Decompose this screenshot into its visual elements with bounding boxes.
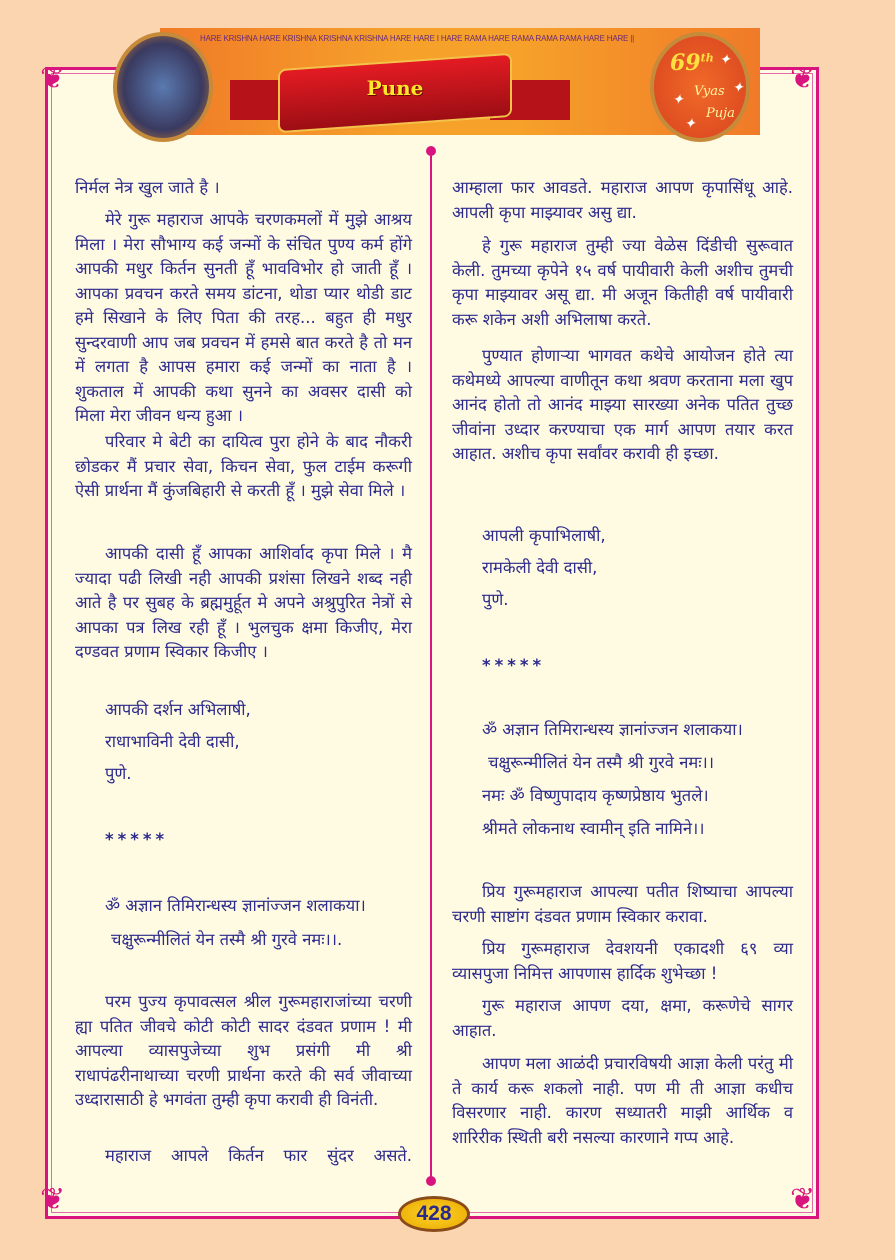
signature-line: पुणे. [105,764,132,783]
deity-image [113,32,213,142]
badge-suffix: th [700,51,714,65]
signature-line: आपकी दर्शन अभिलाषी, [105,700,251,719]
mantra-line: चक्षुरून्मीलितं येन तस्मै श्री गुरवे नमः।।. [111,930,343,949]
divider-dot [426,1176,436,1186]
star-icon: ✦ [684,116,696,132]
mantra-line: चक्षुरून्मीलितं येन तस्मै श्री गुरवे नमः।। [488,753,715,772]
paragraph: हे गुरू महाराज तुम्ही ज्या वेळेस दिंडीची सुरूवात केली. तुमच्या कृपेने १५ वर्ष पायीवारी केली अशीच तुमची कृपा माझ्यावर असू द्या. मी अजून कितीही वर्ष पायीवारी करू शकेन अशी अभिलाषा करते. [452,236,793,329]
paragraph: आपण मला आळंदी प्रचारविषयी आज्ञा केली परंतु मी ते कार्य करू शकलो नाही. पण मी ती आज्ञा कधीच विसरणार नाही. कारण सध्यातरी माझी आर्थिक व शारिरीक स्थिती बरी नसल्या कारणाने गप्प आहे. [452,1054,793,1147]
star-icon: ✦ [672,92,684,108]
page-number: 428 [398,1196,470,1232]
paragraph: मेरे गुरू महाराज आपके चरणकमलों में मुझे आश्रय मिला । मेरा सौभाग्य कई जन्मों के संचित पुण्य कर्म होंगे आपकी मधुर किर्तन सुनती हूँ भावविभोर हो जाती हूँ । आपका प्रवचन करते समय डांटना, थोडा प्यार थोडी डाट हमे सिखाने के लिए पिता की तरह... बहुत ही मधुर सुन्दरवाणी आप जब प्रवचन में हमसे बात करते है तो मन में लगता है आपस हमारा कई जन्मों का नाता है । शुकताल में आपकी कथा सुनने का अवसर दासी को मिला मेरा जीवन धन्य हुआ । [75,210,412,425]
corner-ornament: ❦ [790,61,816,96]
badge-line1: Vyas [694,84,725,99]
badge-number: 69 [670,50,701,76]
signature-line: आपली कृपाभिलाषी, [482,526,606,545]
paragraph: प्रिय गुरूमहाराज आपल्या पतीत शिष्याचा आपल्या चरणी साष्टांग दंडवत प्रणाम स्विकार करावा. [452,882,793,926]
mantra-line: श्रीमते लोकनाथ स्वामीन् इति नामिने।। [482,819,705,838]
paragraph: आम्हाला फार आवडते. महाराज आपण कृपासिंधू आहे. आपली कृपा माझ्यावर असु द्या. [452,178,793,222]
paragraph: निर्मल नेत्र खुल जाते है । [75,178,220,197]
divider-dot [426,146,436,156]
paragraph: परम पुज्य कृपावत्सल श्रील गुरूमहाराजांच्या चरणी ह्या पतित जीवचे कोटी कोटी सादर दंडवत प्रणाम ! मी आपल्या व्यासपुजेच्या शुभ प्रसंगी मी श्री राधापंढरीनाथाच्या चरणी प्रार्थना करते की सर्व जीवाच्या उध्दारासाठी हे भगवंता तुम्ही कृपा करावी ही विनंती. [75,992,412,1109]
separator-stars: ***** [482,656,546,675]
mantra-line: ॐ अज्ञान तिमिरान्धस्य ज्ञानांज्जन शलाकया। [482,720,743,739]
badge-line2: Puja [706,106,735,121]
corner-ornament: ❦ [790,1182,816,1217]
paragraph: महाराज आपले किर्तन फार सुंदर असते. [105,1146,412,1165]
header-mantra: HARE KRISHNA HARE KRISHNA KRISHNA KRISHNA HARE HARE I HARE RAMA HARE RAMA RAMA RAMA HARE HARE || [200,34,634,43]
paragraph: गुरू महाराज आपण दया, क्षमा, करूणेचे सागर आहात. [452,996,793,1040]
corner-ornament: ❦ [40,1182,66,1217]
mantra-line: नमः ॐ विष्णुपादाय कृष्णप्रेष्ठाय भुतले। [482,786,709,805]
paragraph: प्रिय गुरूमहाराज देवशयनी एकादशी ६९ व्या व्यासपुजा निमित्त आपणास हार्दिक शुभेच्छा ! [452,939,793,983]
signature-line: राधाभाविनी देवी दासी, [105,732,240,751]
separator-stars: ***** [105,830,169,849]
vyas-puja-badge [650,32,750,142]
paragraph: आपकी दासी हूँ आपका आशिर्वाद कृपा मिले । मै ज्यादा पढी लिखी नही आपकी प्रशंसा लिखने शब्द नही आते है पर सुबह के ब्रह्ममुर्हूत मे अपने अश्रुपुरित नेत्रों से आपका पत्र लिख रही हूँ । भुलचुक क्षमा किजीए, मेरा दण्डवत प्रणाम स्विकार किजीए । [75,544,412,661]
signature-line: रामकेली देवी दासी, [482,558,598,577]
paragraph: परिवार मे बेटी का दायित्व पुरा होने के बाद नौकरी छोडकर मैं प्रचार सेवा, किचन सेवा, फुल टाईम करूगी ऐसी प्रार्थना मैं कुंजबिहारी से करती हूँ । मुझे सेवा मिले । [75,432,412,500]
star-icon: ✦ [732,80,744,96]
signature-line: पुणे. [482,590,509,609]
paragraph: पुण्यात होणाऱ्या भागवत कथेचे आयोजन होते त्या कथेमध्ये आपल्या वाणीतून कथा श्रवण करताना मला खुप आनंद होतो तो आनंद माझ्या सारख्या अनेक पतित तुच्छ जीवांना उध्दार करण्याचा एक मार्ग आपण तयार करत आहात. अशीच कृपा सर्वांवर करावी ही इच्छा. [452,346,793,463]
column-divider [430,150,432,1180]
corner-ornament: ❦ [40,61,66,96]
star-icon: ✦ [719,52,731,68]
mantra-line: ॐ अज्ञान तिमिरान्धस्य ज्ञानांज्जन शलाकया। [105,896,366,915]
page-title: Pune [366,76,424,100]
